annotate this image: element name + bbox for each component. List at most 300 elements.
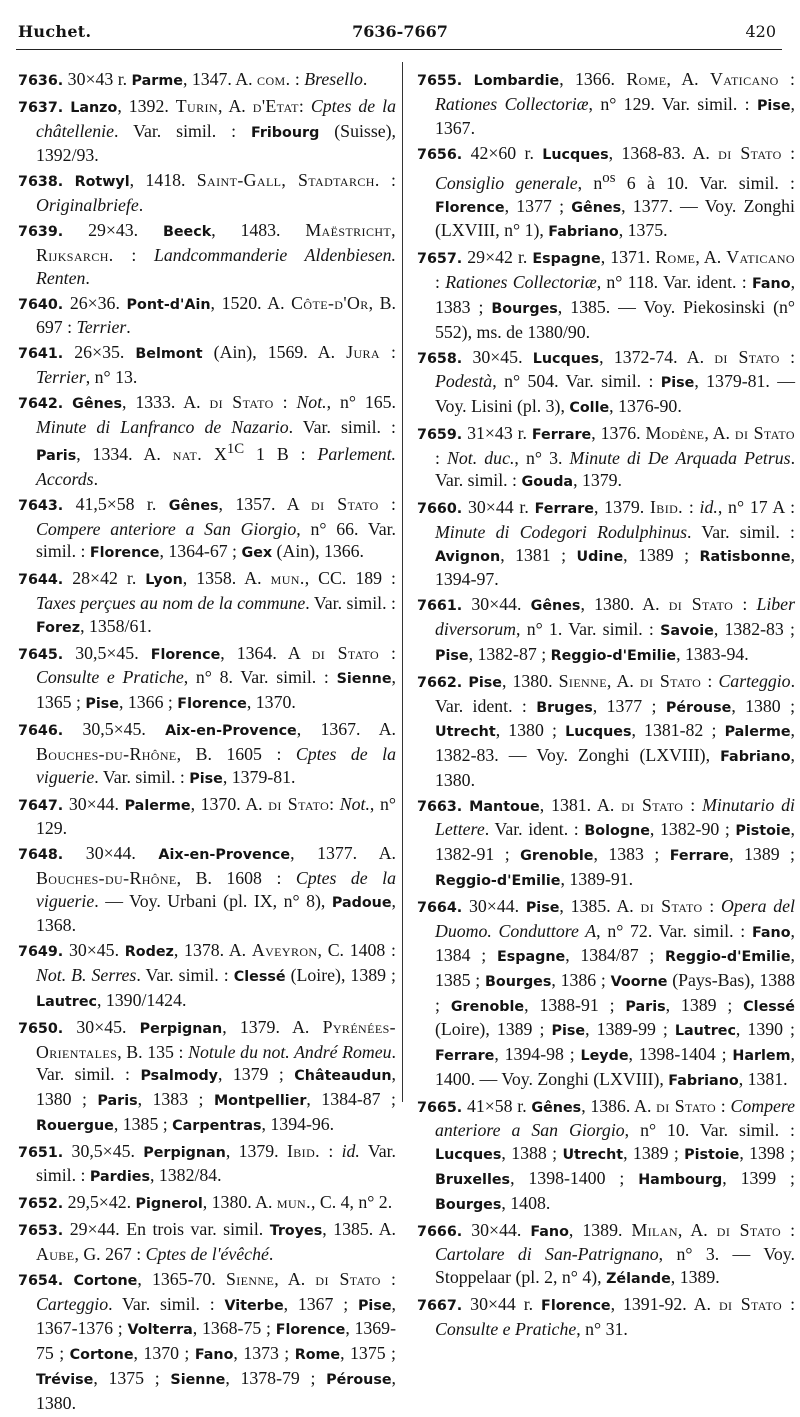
archive-name: com. xyxy=(257,69,291,89)
title-italic: Not. xyxy=(296,391,327,412)
title-italic: Consulte e Pratiche xyxy=(36,667,184,688)
entry-number: 7646. xyxy=(18,723,64,740)
entry-text: , 1372-74. A. xyxy=(599,346,715,367)
place-name: Sienne xyxy=(336,671,392,688)
place-name: Reggio-d'Emilie xyxy=(665,949,791,966)
title-italic: Taxes perçues au nom de la commune xyxy=(36,593,306,614)
entry-text: . Var. simil. : xyxy=(288,416,396,437)
entry-text: . — Voy. Urbani (pl. IX, n° 8), xyxy=(94,890,332,911)
title-italic: Cptes de la viguerie xyxy=(36,743,396,787)
title-italic: Minute di Codegori Rodulphinus xyxy=(435,522,688,543)
entry-text: X xyxy=(202,444,227,465)
entry-text: 30×44. xyxy=(63,843,159,864)
entry-number: 7657. xyxy=(417,251,463,268)
entry-text: , A. xyxy=(666,69,710,89)
catalogue-entry xyxy=(18,95,396,167)
archive-name: Aube xyxy=(36,1244,75,1265)
entry-number: 7645. xyxy=(18,646,64,663)
entry-text: , G. 267 : xyxy=(74,1244,146,1265)
entry-text: , A. xyxy=(274,1269,316,1290)
entry-text xyxy=(63,392,72,412)
archive-name: di Stato xyxy=(311,493,379,514)
entry-text: , A. xyxy=(704,422,735,443)
archive-name: di Stato xyxy=(621,794,684,815)
entry-text: , 1380. xyxy=(435,744,795,790)
entry-text: , 1389 ; xyxy=(665,994,744,1015)
archive-name: Ibid. xyxy=(286,1140,320,1161)
entry-text: , 1380. A. xyxy=(202,1192,277,1213)
entry-number: 7664. xyxy=(417,899,463,916)
entry-text: , 1391-92. A. xyxy=(610,1293,719,1314)
entry-text: , n° 129. xyxy=(36,793,396,839)
place-name: Carpentras xyxy=(172,1117,262,1134)
entry-text: : xyxy=(320,1140,342,1161)
place-name: Espagne xyxy=(496,949,566,966)
entry-text: 30,5×45. xyxy=(63,1140,144,1161)
entry-text: , 1389. xyxy=(670,1266,720,1287)
entry-text: , n° 72. Var. simil. : xyxy=(596,920,752,941)
superscript: os xyxy=(602,170,616,187)
place-name: Pistoie xyxy=(684,1147,740,1164)
entry-text: , 1365 ; xyxy=(36,667,396,713)
entry-text: 41,5×58 r. xyxy=(63,493,169,514)
place-name: Bourges xyxy=(435,1196,502,1213)
catalogue-entry xyxy=(417,670,795,792)
title-italic: Minute di Lanfranco de Nazario xyxy=(36,416,289,437)
entry-text: , A. xyxy=(677,1219,717,1240)
entry-number: 7658. xyxy=(417,350,463,367)
title-italic: Rationes Collectoriæ xyxy=(445,272,597,293)
archive-name: di Stato xyxy=(639,670,702,691)
entry-text: . Var. simil. : xyxy=(108,1293,225,1314)
place-name: Viterbe xyxy=(224,1297,284,1314)
place-name: Pise xyxy=(468,674,502,691)
place-name: Avignon xyxy=(435,548,501,565)
place-name: Pont-d'Ain xyxy=(126,296,211,313)
place-name: Fribourg xyxy=(251,124,320,141)
title-italic: Cptes de la viguerie xyxy=(36,867,396,911)
entry-text: 28×42 r. xyxy=(63,568,146,589)
entry-text: , CC. 189 : xyxy=(304,568,396,589)
entry-text: : xyxy=(379,170,396,191)
place-name: Paris xyxy=(97,1092,138,1109)
archive-name: Rome xyxy=(626,69,667,89)
entry-text: , n° 66. Var. simil. : xyxy=(36,518,396,562)
catalogue-entry xyxy=(417,1293,795,1340)
running-header xyxy=(0,20,800,50)
entry-range: 7636-7667 xyxy=(352,22,448,41)
entry-text: , 1381. xyxy=(738,1068,788,1089)
place-name: Lanzo xyxy=(70,100,118,116)
place-name: Ferrare xyxy=(435,1048,495,1065)
archive-name: di Stato xyxy=(311,642,380,663)
entry-number: 7662. xyxy=(417,674,463,691)
place-name: Psalmody xyxy=(140,1068,218,1085)
entry-text: : xyxy=(329,793,340,814)
entry-text: (Pays-Bas), 1388 ; xyxy=(435,969,795,1015)
archive-name: Maëstricht, Rijksarch. xyxy=(36,220,396,265)
entry-text: , 1375 ; xyxy=(93,1367,171,1388)
place-name: Lucques xyxy=(565,724,632,741)
entry-number: 7656. xyxy=(417,147,463,164)
entry-text: , 1379 ; xyxy=(218,1064,295,1085)
place-name: Gênes xyxy=(72,395,122,412)
place-name: Lautrec xyxy=(674,1023,736,1040)
archive-name: Vaticano xyxy=(726,247,795,268)
entry-text: , 1380. xyxy=(501,670,559,691)
place-name: Leyde xyxy=(580,1048,629,1065)
entry-text: . Var. simil. : xyxy=(136,965,234,986)
title-italic: Minutario di Lettere xyxy=(435,794,795,840)
archive-name: Vaticano xyxy=(709,69,779,89)
title-italic: Carteggio xyxy=(36,1293,109,1314)
entry-text: , 1382-83 ; xyxy=(713,619,795,640)
entry-text: : xyxy=(435,272,446,293)
place-name: Beeck xyxy=(162,224,212,241)
entry-text: , n° 31. xyxy=(576,1318,628,1339)
entry-number: 7667. xyxy=(417,1297,463,1314)
entry-text: , 1394-98 ; xyxy=(494,1044,581,1065)
place-name: Ratisbonne xyxy=(699,548,791,565)
place-name: Ferrare xyxy=(534,501,594,518)
entry-text: , n° 504. Var. simil. : xyxy=(492,371,661,392)
entry-text: , 1357. A xyxy=(218,493,312,514)
place-name: Aix-en-Provence xyxy=(158,847,291,864)
entry-text: , 1370 ; xyxy=(133,1343,195,1364)
entry-text: , 1380. A. xyxy=(580,594,669,615)
place-name: Gênes xyxy=(531,1099,582,1116)
entry-text: , 1389 ; xyxy=(623,1143,685,1164)
entry-text: : xyxy=(379,642,396,663)
title-italic: Cptes de l'évêché xyxy=(145,1244,269,1265)
entry-text: 30×45. xyxy=(63,940,125,961)
archive-name: Milan xyxy=(631,1219,678,1240)
catalogue-entry xyxy=(18,219,396,289)
place-name: Pise xyxy=(357,1297,392,1314)
place-name: Lucques xyxy=(532,350,600,367)
place-name: Fabriano xyxy=(548,224,619,241)
archive-name: mun. xyxy=(276,1192,311,1213)
entry-text: , B. 697 : xyxy=(36,292,396,338)
archive-name: Saint-Gall, Stadtarch. xyxy=(196,170,380,191)
place-name: Clessé xyxy=(743,998,795,1015)
entry-text: 29×42 r. xyxy=(462,247,533,268)
place-name: Pise xyxy=(435,647,469,664)
archive-name: Ibid. xyxy=(649,497,684,518)
place-name: Pise xyxy=(525,899,560,916)
entry-text: , 1378-79 ; xyxy=(225,1367,327,1388)
entry-text: 29×43. xyxy=(63,220,163,241)
place-name: Florence xyxy=(275,1322,346,1339)
entry-text: , 1381 ; xyxy=(500,544,577,565)
place-name: Lyon xyxy=(145,572,183,589)
entry-text: , 1375. xyxy=(618,220,668,241)
entry-text: : xyxy=(781,1219,796,1240)
catalogue-entry xyxy=(417,246,795,343)
entry-text: 31×43 r. xyxy=(462,422,532,443)
entry-text: : xyxy=(782,1293,796,1314)
entry-text: , 1370. A. xyxy=(190,793,269,814)
entry-text: , 1375 ; xyxy=(340,1343,396,1364)
entry-text: , 1376-90. xyxy=(609,395,682,416)
entry-text: , 1389. xyxy=(568,1219,632,1240)
entry-text: 30×44. xyxy=(462,594,531,615)
place-name: Grenoble xyxy=(450,998,525,1015)
entry-text: , 1367. xyxy=(435,93,795,139)
title-italic: Compere anteriore a San Giorgio xyxy=(435,1095,796,1141)
place-name: Ferrare xyxy=(531,426,592,443)
title-italic: id. xyxy=(341,1140,360,1161)
place-name: Palerme xyxy=(724,724,791,741)
catalogue-entry xyxy=(18,1268,396,1414)
entry-number: 7651. xyxy=(18,1144,64,1161)
entry-text: : xyxy=(701,670,719,691)
entry-text: 30,5×45. xyxy=(63,642,151,663)
entry-text: , 1379-81. — Voy. Lisini (pl. 3), xyxy=(435,371,795,416)
entry-number: 7639. xyxy=(18,224,64,241)
entry-number: 7661. xyxy=(417,598,463,615)
entry-text: , 1368-83. A. xyxy=(608,143,719,164)
entry-text: , 1333. A. xyxy=(121,391,210,412)
entry-text: : xyxy=(778,69,795,89)
entry-text: , 1380 ; xyxy=(36,1064,396,1109)
entry-text: , 1379. xyxy=(593,497,650,518)
header-rule xyxy=(16,49,782,50)
place-name: Zélande xyxy=(606,1270,671,1287)
entry-text xyxy=(63,1269,73,1289)
place-name: Mantoue xyxy=(469,798,540,815)
author-running-head: Huchet. xyxy=(18,22,92,41)
place-name: Perpignan xyxy=(139,1020,223,1037)
catalogue-entry xyxy=(18,68,396,93)
entry-text: , 1377 ; xyxy=(504,195,572,216)
entry-text: . xyxy=(268,1244,274,1265)
entry-text: 30,5×45. xyxy=(63,719,166,740)
entry-number: 7652. xyxy=(18,1196,64,1213)
archive-name: nat. xyxy=(172,444,203,465)
catalogue-entry xyxy=(417,496,795,591)
place-name: Paris xyxy=(625,998,666,1015)
entry-text: , 1383 ; xyxy=(137,1088,214,1109)
entry-text: . Var. ident. : xyxy=(435,670,796,716)
place-name: Florence xyxy=(150,646,221,663)
entry-text: , 1377. — Voy. Zonghi (LXVIII, n° 1), xyxy=(435,195,795,241)
entry-text: , 1392. xyxy=(117,96,176,116)
place-name: Sienne xyxy=(170,1371,226,1388)
archive-name: di Stato xyxy=(734,422,795,443)
place-name: Belmont xyxy=(135,346,203,363)
entry-text: , 1358. A. xyxy=(182,568,271,589)
title-italic: id. xyxy=(699,497,718,518)
entry-text: . Var. simil. : xyxy=(435,447,796,491)
entry-text: , 1382-91 ; xyxy=(435,819,795,865)
entry-text: , 1366. xyxy=(559,69,627,89)
entry-text: , n° 17 A : xyxy=(717,497,796,518)
entry-text: (Loire), 1389 ; xyxy=(435,1019,552,1040)
place-name: Bologne xyxy=(584,823,650,840)
title-italic: Cptes de la châtellenie xyxy=(36,96,396,141)
entry-number: 7637. xyxy=(18,100,64,116)
entry-text: , n° 10. Var. simil. : xyxy=(624,1120,795,1141)
entry-text: , 1367-1376 ; xyxy=(36,1293,396,1339)
entry-text: , 1386. A. xyxy=(581,1095,657,1116)
place-name: Montpellier xyxy=(213,1092,307,1109)
entry-text: Var. simil. : xyxy=(36,1140,397,1186)
place-name: Grenoble xyxy=(520,848,594,865)
place-name: Gex xyxy=(241,545,273,562)
entry-text: , n° 1. Var. simil. : xyxy=(516,619,661,640)
archive-name: di Stato xyxy=(656,1095,717,1116)
entry-text: . Var. simil. : xyxy=(36,1041,396,1085)
place-name: Gouda xyxy=(521,474,574,491)
catalogue-entry xyxy=(18,1218,396,1265)
entry-text: , 1385. A. xyxy=(559,895,641,916)
place-name: Pise xyxy=(85,696,119,713)
entry-text: , C. 1408 : xyxy=(317,940,396,961)
entry-number: 7659. xyxy=(417,426,463,443)
entry-text: : xyxy=(702,895,722,916)
entry-text: : xyxy=(273,391,297,412)
archive-name: Jura xyxy=(346,342,380,363)
entry-text: 6 à 10. Var. simil. : xyxy=(615,173,795,194)
archive-name: Sienne xyxy=(558,670,607,691)
place-name: Gênes xyxy=(168,497,219,514)
entry-number: 7647. xyxy=(18,797,64,814)
place-name: Palerme xyxy=(124,797,191,814)
entry-text: 30×43 r. xyxy=(63,69,132,89)
archive-name: di Stato xyxy=(315,1269,381,1290)
entry-text: , 1378. A. xyxy=(173,940,252,961)
entry-text: : xyxy=(683,497,700,518)
place-name: Rouergue xyxy=(36,1117,114,1134)
place-name: Pise xyxy=(189,770,223,787)
entry-text: . xyxy=(93,468,99,489)
entry-text: 30×44 r. xyxy=(462,1293,542,1314)
place-name: Pise xyxy=(660,375,695,392)
catalogue-entry xyxy=(417,895,795,1093)
catalogue-entry xyxy=(18,1016,396,1138)
entry-text: , 1386 ; xyxy=(551,969,611,990)
archive-name: Rome xyxy=(655,247,696,268)
entry-number: 7638. xyxy=(18,174,64,191)
catalogue-entry xyxy=(417,346,795,420)
entry-text: : xyxy=(380,1269,396,1290)
entry-text: . xyxy=(362,69,368,89)
catalogue-entry xyxy=(417,794,795,893)
entry-text xyxy=(462,69,473,89)
place-name: Bourges xyxy=(485,973,552,990)
entry-text: . xyxy=(138,195,144,216)
archive-name: Bouches-du-Rhône xyxy=(36,743,177,764)
entry-text: , 1365-70. xyxy=(137,1269,226,1290)
place-name: Fano xyxy=(530,1223,569,1240)
title-italic: Notule du not. André Romeu xyxy=(188,1041,392,1062)
entry-text: , 1380. xyxy=(36,1367,396,1413)
entry-number: 7649. xyxy=(18,944,64,961)
title-italic: Not. duc. xyxy=(447,447,515,468)
entry-text: , 1390/1424. xyxy=(97,989,187,1010)
entry-text: , 1398 ; xyxy=(739,1143,795,1164)
entry-text: 1 B : xyxy=(244,444,318,465)
entry-text: . Var. simil. : xyxy=(94,766,190,787)
entry-text: , 1380 ; xyxy=(731,695,796,716)
entry-text: : xyxy=(733,594,757,615)
entry-text: , 1379. xyxy=(573,470,622,491)
entry-number: 7660. xyxy=(417,501,463,518)
entry-text: , 1394-96. xyxy=(261,1113,335,1134)
entry-text: . Var. simil. : xyxy=(687,522,795,543)
place-name: Rome xyxy=(294,1347,341,1364)
catalogue-entry xyxy=(18,567,396,639)
entry-text: , 1358/61. xyxy=(80,615,152,636)
entry-text: , 1383-94. xyxy=(676,643,749,664)
entry-text: , 1368-75 ; xyxy=(192,1318,276,1339)
catalogue-entry xyxy=(18,1191,396,1216)
place-name: Florence xyxy=(89,545,160,562)
catalogue-entry xyxy=(417,1219,795,1291)
entry-text: , 1364-67 ; xyxy=(159,541,242,562)
entry-text: , 1373 ; xyxy=(233,1343,295,1364)
entry-text: : xyxy=(683,794,703,815)
entry-text: , n° 129. Var. simil. : xyxy=(588,93,757,114)
entry-text: , 1390 ; xyxy=(735,1019,795,1040)
entry-text: . Var. simil. : xyxy=(305,593,396,614)
entry-text: , 1389 ; xyxy=(623,544,700,565)
archive-name: di Stato xyxy=(640,895,703,916)
catalogue-entry xyxy=(18,793,396,840)
archive-name: Modène xyxy=(645,422,705,443)
archive-name: Aveyron xyxy=(251,940,318,961)
entry-text: , 1385 ; xyxy=(113,1113,173,1134)
entry-number: 7640. xyxy=(18,296,64,313)
entry-number: 7665. xyxy=(417,1099,463,1116)
archive-name: mun. xyxy=(270,568,305,589)
archive-name: di Stato xyxy=(718,1293,783,1314)
entry-text: , 1398-1404 ; xyxy=(628,1044,733,1065)
place-name: Bruges xyxy=(536,699,593,716)
entry-number: 7666. xyxy=(417,1223,463,1240)
title-italic: Podestà xyxy=(435,371,493,392)
place-name: Rotwyl xyxy=(74,174,130,191)
archive-name: di Stato xyxy=(668,594,734,615)
place-name: Lucques xyxy=(435,1147,502,1164)
entry-text: , 1388 ; xyxy=(501,1143,563,1164)
entry-text: , n° 8. Var. simil. : xyxy=(183,667,337,688)
superscript: 1C xyxy=(226,441,245,458)
place-name: Forez xyxy=(36,619,81,636)
entry-text: , n xyxy=(577,173,603,194)
place-name: Colle xyxy=(569,399,610,416)
entry-text: : xyxy=(781,143,796,164)
catalogue-entry xyxy=(18,1140,396,1189)
place-name: Pérouse xyxy=(665,699,732,716)
entry-text: , 1385. A. xyxy=(322,1219,396,1240)
place-name: Pise xyxy=(551,1023,586,1040)
place-name: Reggio-d'Emilie xyxy=(435,872,561,889)
entry-text: , n° 13. xyxy=(85,366,138,387)
title-italic: Not. B. Serres xyxy=(36,965,137,986)
place-name: Utrecht xyxy=(562,1147,624,1164)
catalogue-entry xyxy=(18,939,396,1013)
place-name: Padoue xyxy=(331,894,392,911)
entry-text: , 1394-97. xyxy=(435,544,795,590)
entry-text: . xyxy=(126,317,131,338)
entry-text: , 1381-82 ; xyxy=(631,720,725,741)
entry-text: , 1385. — Voy. Piekosinski (n° 552), ms. de 1380/90. xyxy=(435,296,795,342)
title-italic: Originalbriefe xyxy=(36,195,139,216)
entry-text: , 1483. xyxy=(211,220,306,241)
archive-name: d'Etat xyxy=(252,96,299,116)
